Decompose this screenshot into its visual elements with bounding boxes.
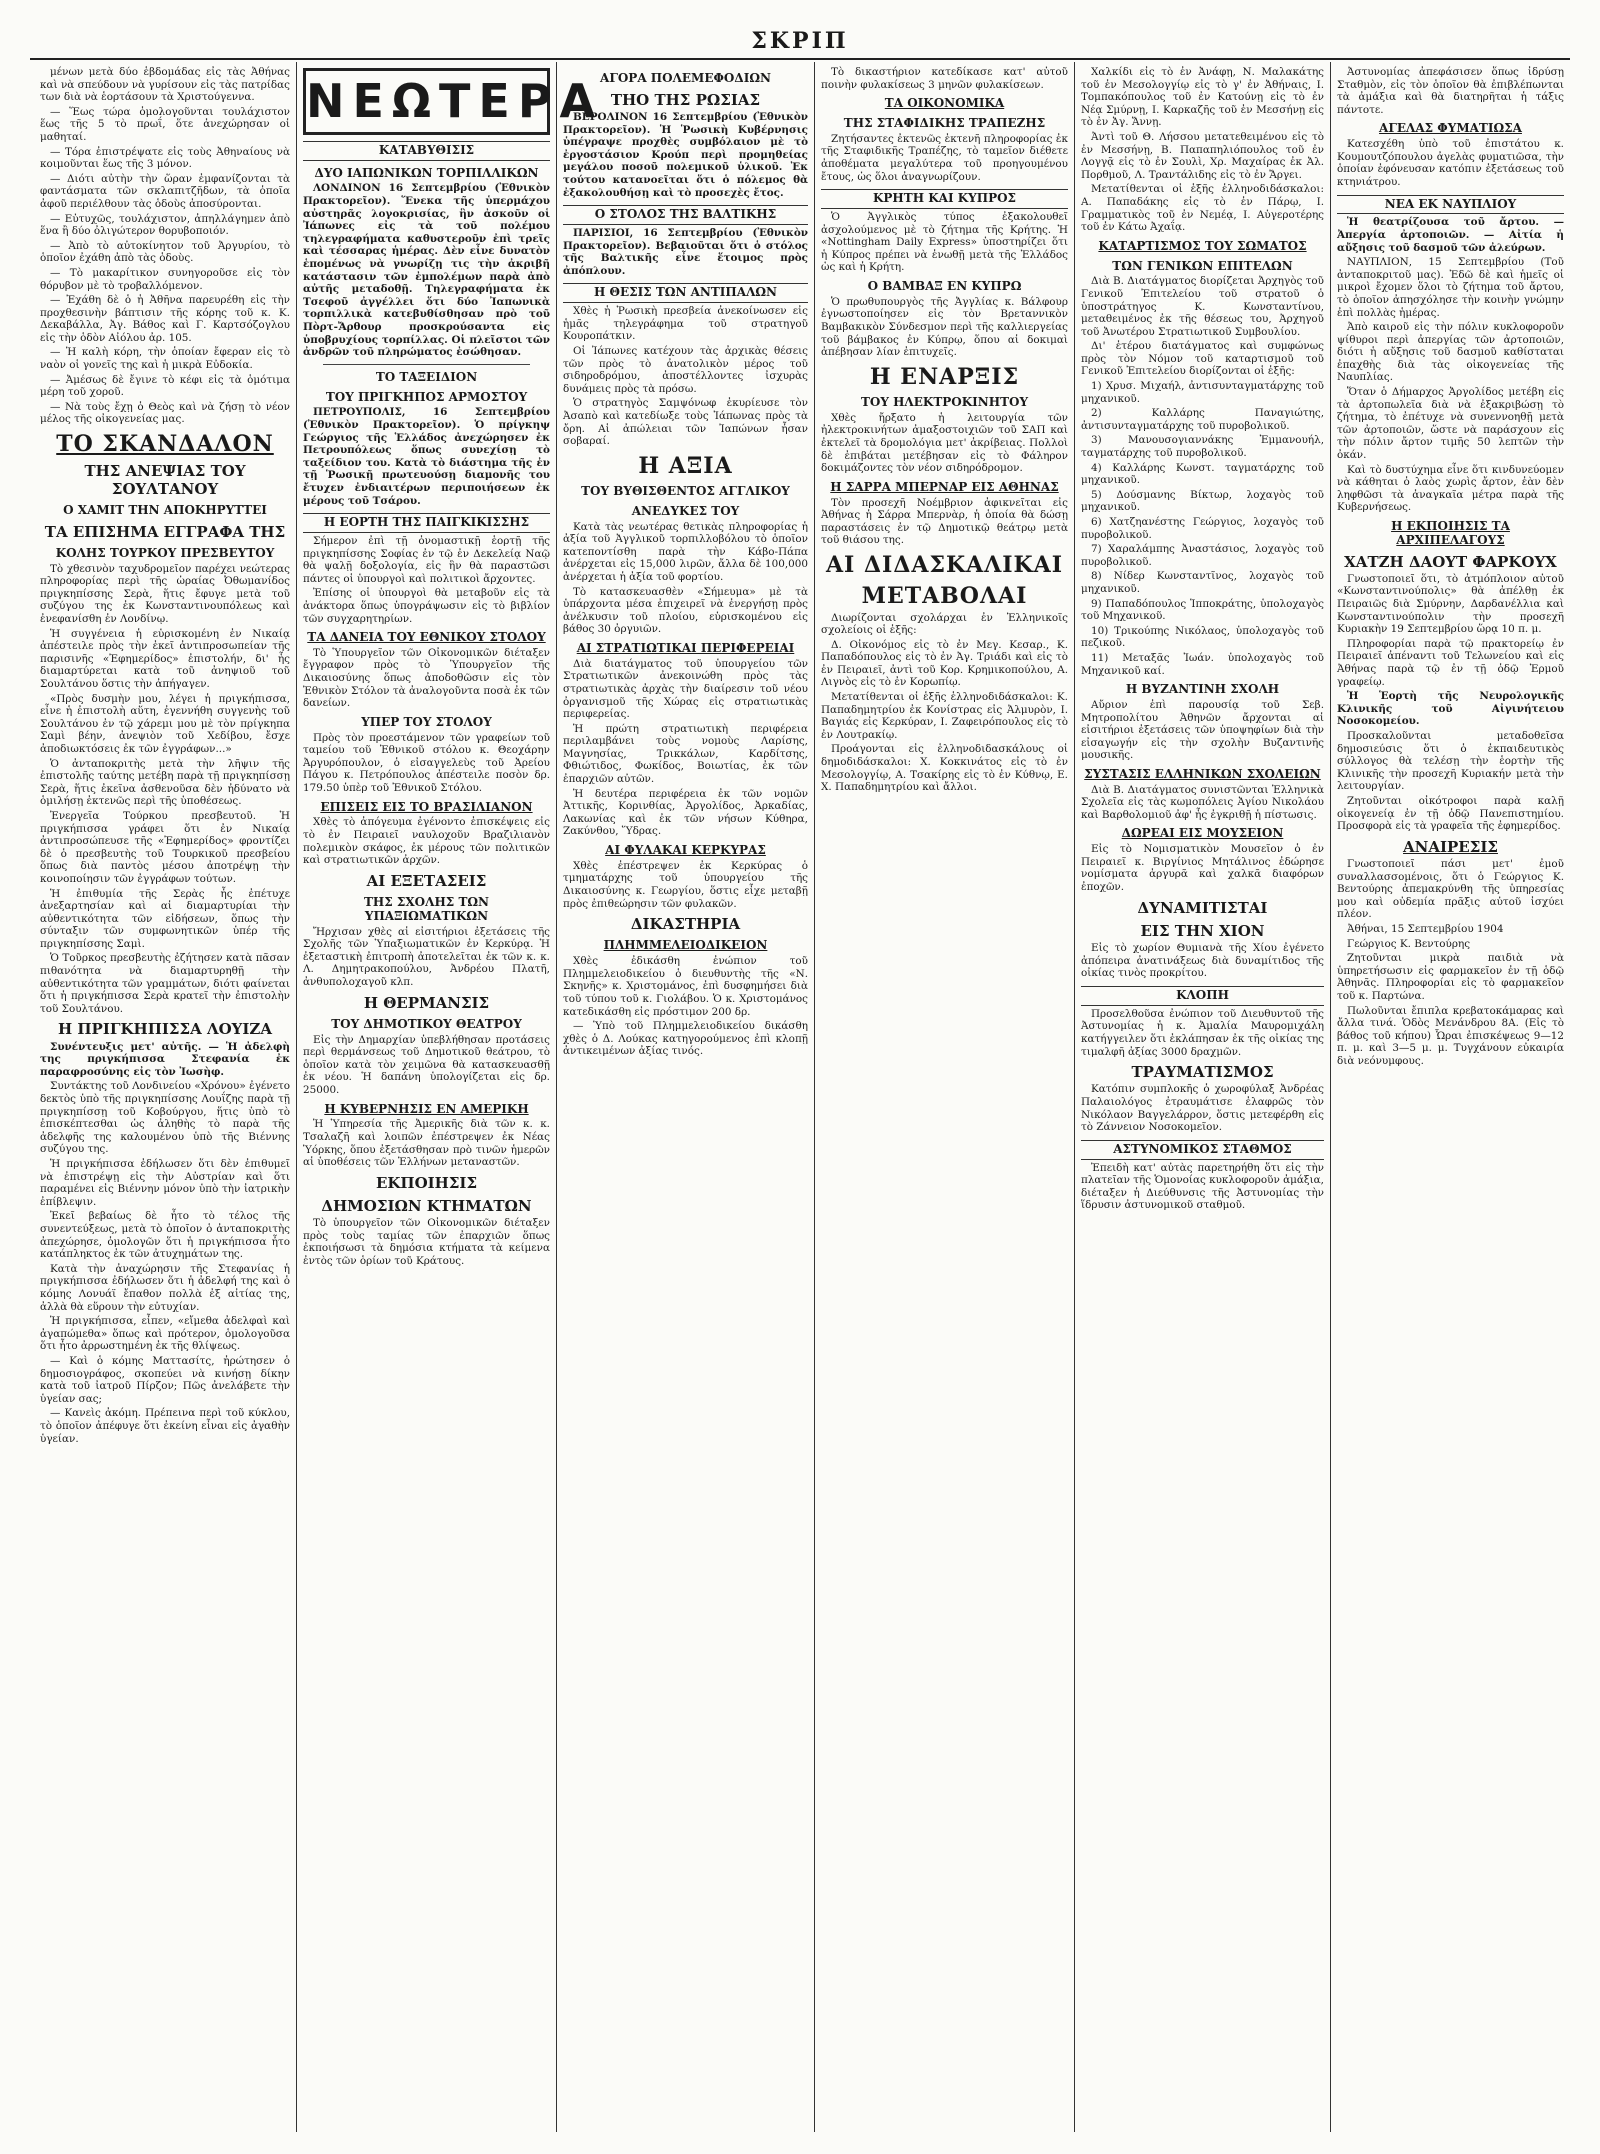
article-paragraph: Εἰς τὴν Δημαρχίαν ὑπεβλήθησαν προτάσεις περὶ θερμάνσεως τοῦ Δημοτικοῦ θεάτρου, τὸ ὁποῖον κατὰ τὸν χειμῶνα θὰ κατασκευασθῇ ἐκ νέου. Ἡ δαπάνη ὑπολογίζεται εἰς δρ. 25000. [303, 1033, 550, 1097]
article-paragraph: Διὰ Β. Διατάγματος συνιστῶνται Ἑλληνικὰ Σχολεῖα εἰς τὰς κωμοπόλεις Ἀγίου Νικολάου καὶ Βαρθολομιοῦ ἀφ' ἧς ἐγκριθῇ ἡ πίστωσις. [1081, 783, 1324, 821]
article-paragraph: Ἐπίσης οἱ ὑπουργοὶ θὰ μεταβοῦν εἰς τὰ ἀνάκτορα ὅπως ὑπογράψωσιν εἰς τὸ βιβλίον τῶν συγχαρητηρίων. [303, 587, 550, 625]
article-paragraph: — Καὶ ὁ κόμης Ματτασίτς, ἠρώτησεν ὁ δημοσιογράφος, σκοπεύει νὰ κινήσῃ δίκην κατὰ τοῦ ἰατροῦ Πίρζον; Πῶς ἀνελάβετε τὴν ὑγείαν σας; [40, 1354, 290, 1405]
article-headline: ΤΟΥ ΗΛΕΚΤΡΟΚΙΝΗΤΟΥ [860, 394, 1029, 409]
article-paragraph: — Ἀπὸ τὸ αὐτοκίνητον τοῦ Ἀργυρίου, τὸ ὁποῖον ἐχάθη ἀπὸ τὰς ὁδοὺς. [40, 239, 290, 265]
article-paragraph: Ἐνεργεῖα Τούρκου πρεσβευτοῦ. Ἡ πριγκήπισσα γράφει ὅτι ἐν Νικαίᾳ ἀντιπροσώπευσε τῆς «Ἐφημερίδος» φροντίζει δὲ ὁ πρεσβευτὴς τοῦ Τουρκικοῦ πρεσβείου ὅπως διὰ παντὸς μέσου ἀποτρέψῃ τὴν κοινοποίησιν τῶν ἐγγράφων τούτων. [40, 809, 290, 885]
article-paragraph: Ἡ πρώτη στρατιωτικὴ περιφέρεια περιλαμβάνει τοὺς νομοὺς Λαρίσης, Μαγνησίας, Τρικκάλων, Καρδίτσης, Φθιώτιδος, Φωκίδος, Βοιωτίας, ἐκ τῶν ἐπαρχιῶν αὐτῶν. [563, 722, 808, 786]
article-paragraph: 11) Μεταξᾶς Ἰωάν. ὑπολοχαγὸς τοῦ Μηχανικοῦ καί. [1081, 651, 1324, 677]
column-3 [557, 66, 814, 2126]
article-paragraph: Καὶ τὸ δυστύχημα εἶνε ὅτι κινδυνεύομεν νὰ κάθηται ὁ λαὸς χωρὶς ἄρτον, ἐὰν δὲν ληφθῶσι τὰ ἀναγκαῖα μέτρα παρὰ τῆς Κυβερνήσεως. [1337, 463, 1564, 514]
article-paragraph: Γνωστοποιεῖ ὅτι, τὸ ἀτμόπλοιον αὐτοῦ «Κωνσταντινούπολις» θὰ ἀπέλθῃ ἐκ Πειραιῶς διὰ Σμύρνην, Δαρδανέλλια καὶ Κωνσταντινούπολιν τὴν προσεχῆ Κυριακὴν 19 Σεπτεμβρίου ὥρᾳ 10 π. μ. [1337, 572, 1564, 636]
article-headline: ΚΑΤΑΒΥΘΙΣΙΣ [303, 141, 550, 161]
article-paragraph: 3) Μανουσογιαννάκης Ἐμμανουήλ, ταγματάρχης τοῦ πυροβολικοῦ. [1081, 434, 1324, 460]
article-headline: Η ΑΞΙΑ [638, 452, 733, 479]
article-headline: ΑΣΤΥΝΟΜΙΚΟΣ ΣΤΑΘΜΟΣ [1081, 1140, 1324, 1160]
article-paragraph: Κατεσχέθη ὑπὸ τοῦ ἐπιστάτου κ. Κουμουτζόπουλου ἀγελὰς φυματιῶσα, τὴν ὁποίαν ἐφόνευσαν κατόπιν ἐξετάσεως τοῦ κτηνιάτρου. [1337, 138, 1564, 188]
article-paragraph: Προσκαλοῦνται μεταδοθεῖσα δημοσιεύσις ὅτι ὁ ἐκπαιδευτικὸς σύλλογος θὰ τελέσῃ τὴν ἑορτὴν τῆς Κλινικῆς τὴν προσεχῆ Κυριακήν μετὰ τὴν λειτουργίαν. [1337, 729, 1564, 793]
article-paragraph: Διὰ Β. Διατάγματος διορίζεται Ἀρχηγὸς τοῦ Γενικοῦ Ἐπιτελείου τοῦ στρατοῦ ὁ ὑποστράτηγος Κ. Κωνσταντίνου, μεταθειμένος ἐκ τῆς θέσεως του, Ἀρχηγοῦ τοῦ Ἀνωτέρου Στρατιωτικοῦ Συμβουλίου. [1081, 275, 1324, 338]
article-paragraph: Χθὲς τὸ ἀπόγευμα ἐγένοντο ἐπισκέψεις εἰς τὸ ἐν Πειραιεῖ ναυλοχοῦν Βραζιλιανὸν πολεμικὸν σκάφος, ἐκ μέρους τῶν πολιτικῶν καὶ στρατιωτικῶν ἀρχῶν. [303, 816, 550, 867]
article-paragraph: Χθὲς ἡ Ῥωσικὴ πρεσβεία ἀνεκοίνωσεν εἰς ἡμᾶς τηλεγράφημα τοῦ στρατηγοῦ Κουροπάτκιν. [563, 305, 808, 343]
article-headline: ΤΟΥ ΔΗΜΟΤΙΚΟΥ ΘΕΑΤΡΟΥ [331, 1016, 522, 1031]
article-headline: ΤΟΥ ΒΥΘΙΣΘΕΝΤΟΣ ΑΓΓΛΙΚΟΥ [581, 484, 790, 498]
article-paragraph: — Τόρα ἐπιστρέψατε εἰς τοὺς Ἀθηναίους νὰ κοιμοῦνται ἕως τῆς 3 μόνον. [40, 145, 290, 171]
article-paragraph: 6) Χατζηανέστης Γεώργιος, λοχαγὸς τοῦ πυροβολικοῦ. [1081, 516, 1324, 541]
article-paragraph: Δ. Οἰκονόμος εἰς τὸ ἐν Μεγ. Κεσαρ., Κ. Παπαδόπουλος εἰς τὸ ἐν Ἀγ. Τριάδι καὶ εἰς τὸ ἐν Πειραιεῖ, ἀντὶ τοῦ Κορ. Κρημικοπούλου, Α. Λιγνὸς εἰς τὸ ἐν Κορωπίῳ. [821, 638, 1068, 689]
article-headline: ΚΟΛΗΣ ΤΟΥΡΚΟΥ ΠΡΕΣΒΕΥΤΟΥ [55, 545, 275, 560]
article-headline: Ο ΣΤΟΛΟΣ ΤΗΣ ΒΑΛΤΙΚΗΣ [563, 205, 808, 225]
article-paragraph: Ὁ στρατηγὸς Σαμψόνωφ ἐκυρίευσε τὸν Ἀσαπὸ καὶ κατεδίωξε τοὺς Ἰάπωνας πρὸς τὰ ὄρη. Αἱ ἀπώλειαι τῶν Ἰαπώνων ἦσαν σοβαραί. [563, 397, 808, 448]
section-separator [323, 364, 530, 365]
article-headline: ΤΟΥ ΠΡΙΓΚΗΠΟΣ ΑΡΜΟΣΤΟΥ [325, 389, 528, 404]
article-paragraph: Ἡ δευτέρα περιφέρεια ἐκ τῶν νομῶν Ἀττικῆς, Κορινθίας, Ἀργολίδος, Ἀρκαδίας, Λακωνίας καὶ ἐκ τῶν νήσων Κύθηρα, Ζακύνθου, Ὕδρας. [563, 787, 808, 838]
column-6 [1331, 66, 1570, 2126]
article-paragraph: 2) Καλλάρης Παναγιώτης, ἀντισυνταγματάρχης τοῦ πυροβολικοῦ. [1081, 407, 1324, 432]
article-headline: ΔΩΡΕΑΙ ΕΙΣ ΜΟΥΣΕΙΟΝ [1121, 826, 1284, 841]
article-paragraph: Πωλοῦνται ἔπιπλα κρεβατοκάμαρας καὶ ἄλλα τινά. Ὁδὸς Μενάνδρου 8Α. (Εἰς τὸ βάθος τοῦ κήπου) Ὧραι ἐπισκέψεως 9—12 π. μ. καὶ 3—5 μ. μ. Τυγχάνουν εὐκαιρία διὰ νεόνυμφους. [1337, 1004, 1564, 1067]
article-paragraph: Κατὰ τὴν ἀναχώρησιν τῆς Στεφανίας ἡ πριγκήπισσα ἐδήλωσεν ὅτι ἡ ἀδελφή της καὶ ὁ κόμης Λονυάϊ ἔπαθον πολλὰ ἐξ αἰτίας της, ἀλλὰ θὰ εὕρουν τὴν εὐτυχίαν. [40, 1262, 290, 1313]
article-headline: ΑΙ ΦΥΛΑΚΑΙ ΚΕΡΚΥΡΑΣ [605, 843, 766, 858]
article-headline: ΤΟ ΣΚΑΝΔΑΛΟΝ [56, 431, 274, 458]
article-headline: Η ΒΥΖΑΝΤΙΝΗ ΣΧΟΛΗ [1125, 682, 1280, 697]
article-headline: Η ΣΑΡΡΑ ΜΠΕΡΝΑΡ ΕΙΣ ΑΘΗΝΑΣ [830, 479, 1059, 494]
article-paragraph: — Ἕως τώρα ὁμολογοῦνται τουλάχιστον ἕως τῆς 5 τὸ πρωΐ, ὅτε ἀνεχώρησαν οἱ μαθηταί. [40, 105, 290, 143]
article-lead: Ἡ Ἑορτὴ τῆς Νευρολογικῆς Κλινικῆς τοῦ Αἰγινήτειου Νοσοκομείου. [1337, 690, 1564, 728]
article-headline: Η ΚΥΒΕΡΝΗΣΙΣ ΕΝ ΑΜΕΡΙΚΗ [324, 1101, 529, 1116]
article-paragraph: Διὰ διατάγματος τοῦ ὑπουργείου τῶν Στρατιωτικῶν ἀνεκοινώθη πρὸς τὰς στρατιωτικὰς ἀρχὰς τὴν διαίρεσιν τοῦ νέου ὀργανισμοῦ τῆς Χώρας εἰς στρατιωτικὰς περιφερείας. [563, 657, 808, 721]
article-headline: ΔΥΟ ΙΑΠΩΝΙΚΩΝ ΤΟΡΠΙΛΛΙΚΩΝ [314, 165, 539, 180]
article-paragraph: Ἡ συγγένεια ἡ εὑρισκομένη ἐν Νικαίᾳ ἀπέστειλε πρὸς τὴν ἐκεῖ ἀντιπροσωπείαν τῆς παρισινῆς «Ἐφημερίδος» ἐπιστολήν, δι' ἧς διαμαρτύρεται κατὰ τοῦ ἀνηψιοῦ τοῦ Σουλτάνου ὅστις τὴν ἀπήγαγεν. [40, 627, 290, 691]
article-paragraph: Ἡ ἐπιθυμία τῆς Σερὰς ἧς ἐπέτυχε ἀνεξαρτησίαν καὶ αἱ διαμαρτυρίαι τὴν αὐθεντικότητα τῶν εἰδήσεων, ὅπως τὴν σύνταξιν τῶν συμφωνητικῶν ὑπέρ τῆς πριγκηπίσσης Σαμὶ. [40, 887, 290, 950]
article-paragraph: — Εὐτυχῶς, τουλάχιστον, ἀπηλλάγημεν ἀπὸ ἕνα ἢ δύο ὀλιγώτερον θορυβοποιόν. [40, 212, 290, 238]
article-paragraph: Χθὲς ἐδικάσθη ἐνώπιον τοῦ Πλημμελειοδικείου ὁ διευθυντὴς τῆς «Ν. Σκηνῆς» κ. Χριστομάνος, ἐπὶ δυσφημήσει διὰ τοῦ τύπου τοῦ κ. Γιολάβου. Ὁ κ. Χριστομάνος κατεδικάσθη εἰς πρόστιμον 200 δρ. [563, 955, 808, 1018]
article-paragraph: Εἰς τὸ χωρίον Θυμιανὰ τῆς Χίου ἐγένετο ἀπόπειρα ἀνατινάξεως διὰ δυναμίτιδος τῆς οἰκίας τινὸς προκρίτου. [1081, 942, 1324, 980]
article-headline: Η ΕΟΡΤΗ ΤΗΣ ΠΑΙΓΚΙΚΙΣΣΗΣ [303, 513, 550, 533]
article-paragraph: 4) Καλλάρης Κωνστ. ταγματάρχης τοῦ μηχανικοῦ. [1081, 461, 1324, 487]
article-headline: Ο ΒΑΜΒΑΞ ΕΝ ΚΥΠΡΩ [867, 278, 1022, 293]
column-4 [815, 66, 1074, 2126]
article-paragraph: Ἀπὸ καιροῦ εἰς τὴν πόλιν κυκλοφοροῦν ψίθυροι περὶ ἀπεργίας τῶν ἀρτοποιῶν, διότι ἡ αὔξησις τοῦ δασμοῦ καθίσταται ἐπαχθὴς διὰ τὰς οἰκογενείας τῆς Ναυπλίας. [1337, 321, 1564, 384]
article-paragraph: Χθὲς ἤρξατο ἡ λειτουργία τῶν ἠλεκτροκινήτων ἀμαξοστοιχιῶν τοῦ ΣΑΠ καὶ ἐκτελεῖ τὰ δρομολόγια μετ' ἀκρίβειας. Πολλοὶ δὲ ἐπιβάται μετέβησαν εἰς τὸ Φάληρον δοκιμάζοντες τὸν νέον σιδηρόδρομον. [821, 411, 1068, 475]
article-paragraph: 10) Τρικούπης Νικόλαος, ὑπολοχαγὸς τοῦ πεζικοῦ. [1081, 624, 1324, 650]
article-paragraph: Κατὰ τὰς νεωτέρας θετικὰς πληροφορίας ἡ ἀξία τοῦ Ἀγγλικοῦ τορπιλλοβόλου τὸ ὁποῖον κατεποντίσθη παρὰ τὴν Κάβο-Πάπα ἀνέρχεται εἰς 15,000 λιρῶν, ἄλλα δὲ 100,000 ἀνέρχεται ἡ ἀξία τοῦ φορτίου. [563, 520, 808, 583]
article-headline: Ο ΧΑΜΙΤ ΤΗΝ ΑΠΟΚΗΡΥΤΤΕΙ [63, 502, 267, 517]
article-lead: Ἡ θεατρίζουσα τοῦ ἄρτου. — Ἀπεργία ἀρτοποιῶν. — Αἰτία ἡ αὔξησις τοῦ δασμοῦ τῶν ἀλεύρων. [1337, 216, 1564, 254]
article-headline: ΤΗΣ ΣΧΟΛΗΣ ΤΩΝ ΥΠΑΞΙΩΜΑΤΙΚΩΝ [363, 895, 490, 923]
article-paragraph: — Ἐχάθη δὲ ὁ ἡ Ἀθῆνα παρευρέθη εἰς τὴν προχθεσινὴν βάπτισιν τῆς κόρης τοῦ κ. Κ. Δεκαβάλλα, Ἀγ. Βάθος καὶ Γ. Καρτσόζογλου εἰς τὴν ὁδὸν Αἰόλου ἀρ. 105. [40, 294, 290, 344]
article-paragraph: Ἡ πριγκήπισσα ἐδήλωσεν ὅτι δὲν ἐπιθυμεῖ νὰ ἐπιστρέψῃ εἰς τὴν Αὐστρίαν καὶ ὅτι παραμένει εἰς Βιέννην μόνον ὑπὸ τὴν ἰατρικὴν ἐπίβλεψιν. [40, 1158, 290, 1208]
article-paragraph: Ὁ Ἀγγλικὸς τύπος ἐξακολουθεῖ ἀσχολούμενος μὲ τὸ ζήτημα τῆς Κρήτης. Ἡ «Nottingham Daily Express» ὑποστηρίζει ὅτι ἡ Κύπρος πρέπει νὰ ἑνωθῇ μετὰ τῆς Ἑλλάδος ὡς καὶ ἡ Κρήτη. [821, 210, 1068, 274]
article-paragraph: Διωρίζονται σχολάρχαι ἐν Ἑλληνικοῖς σχολείοις οἱ ἑξῆς: [821, 611, 1068, 637]
article-headline: ΤΗΣ ΣΤΑΦΙΔΙΚΗΣ ΤΡΑΠΕΖΗΣ [843, 115, 1046, 130]
article-paragraph: Ὁ πρωθυπουργὸς τῆς Ἀγγλίας κ. Βάλφουρ ἐγνωστοποίησεν εἰς τὸν Βρεταννικὸν Βαμβακικὸν Σύνδεσμον περὶ τῆς καλλιεργείας τοῦ βάμβακος ἐν Κύπρῳ, ὅπου αἱ δοκιμαὶ ἀπέβησαν λίαν ἐπιτυχεῖς. [821, 295, 1068, 359]
article-paragraph: 7) Χαραλάμπης Ἀναστάσιος, λοχαγὸς τοῦ πυροβολικοῦ. [1081, 543, 1324, 568]
article-headline: ΠΛΗΜΜΕΛΕΙΟΔΙΚΕΙΟΝ [603, 938, 768, 953]
article-paragraph: Συντάκτης τοῦ Λονδινείου «Χρόνου» ἐγένετο δεκτὸς ὑπὸ τῆς πριγκηπίσσης Λουΐζης παρὰ τῇ πριγκηπίσσῃ τοῦ Κοβούργου, ἥτις ὑπὸ τὸ ἐπισκέπτεσθαι ὡς ἀληθὴς τὸ παρὰ τῆς ἀδελφῆς της καλουμένου ὑπὸ τῆς Βιέννης συζύγου της. [40, 1080, 290, 1156]
article-headline: ΔΗΜΟΣΙΩΝ ΚΤΗΜΑΤΩΝ [321, 1197, 532, 1216]
article-paragraph: Ἐκεῖ βεβαίως δὲ ἦτο τὸ τέλος τῆς συνεντεύξεως, μετὰ τὸ ὁποῖον ὁ ἀνταποκριτὴς ἀπεχώρησε, ὁμολογῶν ὅτι ἡ πριγκήπισσα ἦτο κατάπληκτος ἐκ τῶν ἀτυχημάτων της. [40, 1210, 290, 1261]
article-headline: ΕΚΠΟΙΗΣΙΣ [375, 1173, 478, 1192]
article-headline: Η ΠΡΙΓΚΗΠΙΣΣΑ ΛΟΥΙΖΑ [58, 1020, 272, 1039]
article-paragraph: 8) Νίδερ Κωνσταντῖνος, λοχαγὸς τοῦ μηχανικοῦ. [1081, 570, 1324, 595]
article-paragraph: Δι' ἑτέρου διατάγματος καὶ συμφώνως πρὸς τὸν Νόμον τοῦ καταρτισμοῦ τοῦ Γενικοῦ Ἐπιτελείου διορίζονται οἱ ἑξῆς: [1081, 340, 1324, 378]
article-paragraph: — Νὰ τοὺς ἔχῃ ὁ Θεὸς καὶ νὰ ζήσῃ τὸ νέον μέλος τῆς οἰκογενείας μας. [40, 400, 290, 426]
article-paragraph: Αὔριον ἐπὶ παρουσίᾳ τοῦ Σεβ. Μητροπολίτου Ἀθηνῶν ἄρχονται αἱ εἰσιτήριοι ἐξετάσεις τῶν ὑποψηφίων διὰ τὴν εἰσαγωγήν εἰς τὴν σχολὴν Βυζαντινῆς μουσικῆς. [1081, 698, 1324, 762]
article-headline: ΧΑΤΖΗ ΔΑΟΥΤ ΦΑΡΚΟΥΧ [1344, 552, 1557, 571]
article-lead: ΒΕΡΟΛΙΝΟΝ 16 Σεπτεμβρίου (Ἐθνικὸν Πρακτορεῖον). Ἡ Ῥωσικὴ Κυβέρνησις ὑπέγραψε προχθὲς συμβόλαιον μὲ τὸ ἐργοστάσιον Κρούπ περὶ προμηθείας μεγάλου ποσοῦ πολεμικοῦ ὑλικοῦ. Ἐκ τούτου κατανοεῖται ὅτι ὁ πόλεμος θὰ ἐξακολουθήσῃ καὶ τὸ προσεχὲς ἔτος. [563, 111, 808, 199]
article-paragraph: Ἡ Ὑπηρεσία τῆς Ἀμερικῆς διὰ τῶν κ. κ. Τσαλαζῆ καὶ λοιπῶν ἐπέστρεψεν ἐκ Νέας Ὑόρκης, ὅπου ἐξετάσθησαν πρὸ τινῶν ἡμερῶν αἱ ὑποθέσεις τῶν Ἑλλήνων μεταναστῶν. [303, 1118, 550, 1169]
article-paragraph: Ἤρχισαν χθὲς αἱ εἰσιτήριοι ἐξετάσεις τῆς Σχολῆς τῶν Ὑπαξιωματικῶν ἐν Κερκύρᾳ. Ἡ ἐξεταστικὴ ἐπιτροπὴ ἀποτελεῖται ἐκ τῶν κ. κ. Λ. Δημητρακοπούλου, Ἀνδρέου Πλατῆ, ἀνθυπολοχαγοῦ κλπ. [303, 925, 550, 989]
article-paragraph: — Ἡ καλὴ κόρη, τὴν ὁποίαν ἔφεραν εἰς τὸ ναὸν οἱ γονεῖς της καὶ ἡ μικρὰ Εὐδοκία. [40, 346, 290, 372]
article-headline: ΝΕΩΤΕΡΑ [303, 68, 550, 135]
article-paragraph: Χαλκίδι εἰς τὸ ἐν Ἀνάφῃ, Ν. Μαλακάτης τοῦ ἐν Μεσολογγίῳ εἰς τὸ γ' ἐν Ἀθήναις, Ι. Τομπακόπουλος τοῦ ἐν Κατούνῃ εἰς τὸ ἐν Νέᾳ Σμύρνῃ, Ι. Καρκαζῆς τοῦ ἐν Μεσσήνῃ εἰς τὸ ἐν Ἀγ. Ἄννῃ. [1081, 66, 1324, 129]
article-paragraph: Εἰς τὸ Νομισματικὸν Μουσεῖον ὁ ἐν Πειραιεῖ κ. Βιργίνιος Μητάλινος ἐδώρησε νομίσματα ἀργυρᾶ καὶ χαλκᾶ διαφόρων ἐποχῶν. [1081, 843, 1324, 894]
top-rule [30, 58, 1570, 60]
article-paragraph: — Ὑπὸ τοῦ Πλημμελειοδικείου δικάσθη χθὲς ὁ Δ. Λούκας κατηγορούμενος ἐπὶ κλοπῇ ἀντικειμένων ἀξίας τινός. [563, 1020, 808, 1058]
article-headline: Η ΕΚΠΟΙΗΣΙΣ ΤΑ ΑΡΧΙΠΕΛΑΓΟΥΣ [1391, 519, 1510, 547]
article-headline: ΔΙΚΑΣΤΗΡΙΑ [630, 915, 741, 934]
article-paragraph: Ἀντὶ τοῦ Θ. Λήσσου μετατεθειμένου εἰς τὸ ἐν Μεσσήνῃ, Β. Παπαπηλιόπουλος τοῦ ἐν Λογγᾷ εἰς τὸ ἐν Σουλὶ, Χρ. Μαχαίρας ἐκ Ἀλ. Πορθμοῦ, Λ. Τραντάλιδης εἰς τὸ ἐν Ἄργει. [1081, 130, 1324, 181]
article-paragraph: «Πρὸς δυσμὴν μου, λέγει ἡ πριγκήπισσα, εἶνε ἡ ἐπιστολὴ αὕτη, ἐγεννήθη συγγενὴς τοῦ Σουλτάνου ἐν τῷ χάρεμι μου μὲ τὸν πρίγκηπα Σαμὶ βέην, ἀνεψιὸν τοῦ Χεδίβου, ἔσχε ἀποδιωκτόσεις ἐκ τῶν ἐγγράφων...» [40, 692, 290, 755]
article-paragraph: μένων μετὰ δύο ἑβδομάδας εἰς τὰς Ἀθήνας καὶ νὰ σπεύδουν νὰ γυρίσουν εἰς τὰς πατρίδας των διὰ νὰ ἑορτάσουν τὰ Χριστούγεννα. [40, 66, 290, 104]
column-2 [297, 66, 604, 2126]
article-paragraph: Ὅταν ὁ Δήμαρχος Ἀργολίδος μετέβη εἰς τὰ ἀρτοπωλεῖα διὰ νὰ ἐξακριβώσῃ τὸ ζήτημα, τὸ ἐπέτυχε νὰ συνεννοηθῇ μετὰ τῶν ἀρτοποιῶν, ὥστε νὰ παράσχουν εἰς τὴν πόλιν ἄρτον τιμῆς 50 λεπτῶν τὴν ὀκάν. [1337, 386, 1564, 462]
article-paragraph: Κατόπιν συμπλοκῆς ὁ χωροφύλαξ Ἀνδρέας Παλαιολόγος ἐτραυμάτισε ἐλαφρῶς τὸν Νικόλαον Βαγγελάρρον, ὅστις μετεφέρθη εἰς τὸ Ζάννειον Νοσοκομεῖον. [1081, 1083, 1324, 1134]
article-paragraph: Ἐπειδὴ κατ' αὐτὰς παρετηρήθη ὅτι εἰς τὴν πλατεῖαν τῆς Ὁμονοίας κυκλοφοροῦν ἀμάξια, διέταξεν ἡ Διεύθυνσις τῆς Ἀστυνομίας τὴν ἵδρυσιν ἀστυνομικοῦ σταθμοῦ. [1081, 1161, 1324, 1212]
article-headline: ΑΙ ΣΤΡΑΤΙΩΤΙΚΑΙ ΠΕΡΙΦΕΡΕΙΑΙ [576, 640, 795, 655]
column-5 [1075, 66, 1330, 2126]
article-headline: ΕΙΣ ΤΗΝ ΧΙΟΝ [1140, 921, 1265, 940]
article-headline: ΑΓΕΛΑΣ ΦΥΜΑΤΙΩΣΑ [1379, 121, 1522, 136]
article-paragraph: Ζητοῦνται οἰκότροφοι παρὰ καλῇ οἰκογενείᾳ ἐν τῇ ὁδῷ Πανεπιστημίου. Προσφορὰ εἰς τὰ γραφεῖα τῆς ἐφημερίδος. [1337, 794, 1564, 833]
article-headline: ΤΑ ΕΠΙΣΗΜΑ ΕΓΓΡΑΦΑ ΤΗΣ [44, 522, 286, 541]
article-headline: ΤΟ ΤΑΞΕΙΔΙΟΝ [375, 369, 478, 384]
article-paragraph: Χθὲς ἐπέστρεψεν ἐκ Κερκύρας ὁ τμηματάρχης τοῦ ὑπουργείου τῆς Δικαιοσύνης κ. Γεωργίου, ὅστις εἶχε μεταβῇ πρὸς ἐπιθεώρησιν τῶν φυλακῶν. [563, 859, 808, 910]
article-headline: ΑΝΑΙΡΕΣΙΣ [1403, 837, 1498, 856]
article-paragraph: Γεώργιος Κ. Βεντούρης [1347, 937, 1471, 950]
article-lead: ΛΟΝΔΙΝΟΝ 16 Σεπτεμβρίου (Ἐθνικὸν Πρακτορεῖον). Ἕνεκα τῆς ὑπερμάχου αὐστηρᾶς λογοκρισίας, ἣν ἀσκοῦν οἱ Ἰάπωνες εἰς τὰ τοῦ πολέμου τηλεγραφήματα καθυστεροῦν ἐπὶ τρεῖς καὶ τέσσαρας ἡμέρας. Δὲν εἶνε δυνατὸν ἑπομένως νὰ γνωρίζῃ τις τὴν ἀκριβῆ κατάστασιν τῶν ἐμπολέμων παρὰ ἀπὸ αὐτῆς μεταδοθῇ. Τηλεγραφήματα ἐκ Τσεφοῦ ἀγγέλλει ὅτι δύο Ἰαπωνικὰ τορπιλλικὰ κατεβυθίσθησαν πρὸ τοῦ Πὸρτ-Ἄρθουρ προσκρούσαντα εἰς ὑποβρυχίους τορπίλλας. Οἱ πλεῖστοι τῶν ἀνδρῶν τοῦ πληρώματος ἐσώθησαν. [303, 182, 550, 359]
article-headline: ΝΕΑ ΕΚ ΝΑΥΠΛΙΟΥ [1337, 195, 1564, 215]
article-paragraph: 9) Παπαδόπουλος Ἱπποκράτης, ὑπολοχαγὸς τοῦ Μηχανικοῦ. [1081, 597, 1324, 623]
article-paragraph: Ἡ πριγκήπισσα, εἶπεν, «εἴμεθα ἀδελφαὶ καὶ ἀγαπώμεθα» ὅπως καὶ πρότερον, ὁμολογοῦσα ὅτι ἦτο ἀρρωστημένη ἐκ τῆς θλίψεως. [40, 1315, 290, 1353]
article-paragraph: 5) Δούσμανης Βίκτωρ, λοχαγὸς τοῦ μηχανικοῦ. [1081, 488, 1324, 514]
article-paragraph: Ζητοῦνται μικρὰ παιδιὰ νὰ ὑπηρετήσωσιν εἰς φαρμακεῖον ἐν τῇ ὁδῷ Ἀθηνᾶς. Πληροφορίαι εἰς τὸ φαρμακεῖον τοῦ κ. Παρτώνα. [1337, 952, 1564, 1002]
article-paragraph: Μετατίθενται οἱ ἑξῆς ἑλληνοδιδάσκαλοι: Κ. Παπαδημητρίου ἐκ Κονίστρας εἰς Ἀλμυρὸν, Ι. Βαγιάς εἰς Κερκύραν, Ι. Ζαφειρόπουλος εἰς τὸ ἐν Λουτρακίῳ. [821, 691, 1068, 741]
article-paragraph: — Κανεὶς ἀκόμη. Πρέπεινα περὶ τοῦ κύκλου, τὸ ὁποῖον ἀπέφυγε ὅτι ἐκείνη εἶναι εἰς ἀγαθὴν ὑγείαν. [40, 1407, 290, 1445]
article-headline: ΤΑ ΟΙΚΟΝΟΜΙΚΑ [884, 96, 1005, 111]
article-headline: ΥΠΕΡ ΤΟΥ ΣΤΟΛΟΥ [361, 714, 492, 729]
article-paragraph: Τὸ δικαστήριον κατεδίκασε κατ' αὐτοῦ ποινὴν φυλακίσεως 3 μηνῶν φυλακίσεων. [821, 66, 1068, 91]
masthead: ΣΚΡΙΠ [751, 28, 849, 54]
article-paragraph: ΝΑΥΠΛΙΟΝ, 15 Σεπτεμβρίου (Τοῦ ἀνταποκριτοῦ μας). Ἐδῶ δὲ καὶ ἡμεῖς οἱ μικροὶ ἔχομεν ὅλοι τὸ ζήτημα τοῦ ἄρτου, τὸ ὁποῖον ἀπησχόλησε τὴν κοινὴν γνώμην ἐπὶ πολλὰς ἡμέρας. [1337, 256, 1564, 319]
article-headline: ΑΝΕΔΥΚΕΣ ΤΟΥ [631, 503, 740, 518]
article-paragraph: — Διότι αὐτὴν τὴν ὥραν ἐμφανίζονται τὰ φαντάσματα τῶν σκλαπιτζῆδων, τὰ ὁποῖα ἀφοῦ περιέλθουν τὰς ὁδοὺς ἀποσύρονται. [40, 172, 290, 210]
article-paragraph: Ἀστυνομίας ἀπεφάσισεν ὅπως ἰδρύσῃ Σταθμὸν, εἰς τὸν ὁποῖον θὰ ἐπιβλέπωνται τὰ ἀμάξια καὶ θὰ διατηρῆται ἡ τάξις πάντοτε. [1337, 66, 1564, 116]
article-paragraph: 1) Χρυσ. Μιχαήλ, ἀντισυνταγματάρχης τοῦ μηχανικοῦ. [1081, 380, 1324, 405]
article-paragraph: Σήμερον ἐπὶ τῇ ὀνομαστικῇ ἑορτῇ τῆς πριγκηπίσσης Σοφίας ἐν τῷ ἐν Δεκελείᾳ Ναῷ θὰ ψαλῇ δοξολογία, εἰς ἣν θὰ παραστῶσι πάντες οἱ ὑπουργοὶ καὶ πολιτικοὶ ἄρχοντες. [303, 534, 550, 585]
article-paragraph: Γνωστοποιεῖ πάσι μετ' ἐμοῦ συναλλασσομένοις, ὅτι ὁ Γεώργιος Κ. Βεντούρης ἀπεμακρύνθη τῆς ὑπηρεσίας μου καὶ οὐδεμία πρᾶξις αὐτοῦ ἰσχύει πλέον. [1337, 857, 1564, 921]
article-headline: ΑΓΟΡΑ ΠΟΛΕΜΕΦΟΔΙΩΝ [600, 71, 771, 85]
article-paragraph: Τὸ χθεσινὸν ταχυδρομεῖον παρέχει νεώτερας πληροφορίας περὶ τῆς ὡραίας Ὀθωμανίδος πριγκηπίσσης Σερὰ, ἥτις ἔφυγε μετὰ τοῦ συζύγου της ἐκ Κωνσταντινουπόλεως καὶ ἐνεφανίσθη ἐν Λονδίνῳ. [40, 562, 290, 626]
article-paragraph: Τὸ Ὑπουργεῖον τῶν Οἰκονομικῶν διέταξεν ἔγγραφον πρὸς τὸ Ὑπουργεῖον τῆς Δικαιοσύνης ὅπως ἀποδοθῶσιν εἰς τὸν Ἐθνικὸν Στόλον τὰ ἀναλογοῦντα ποσὰ ἐκ τῶν δανείων. [303, 646, 550, 710]
article-paragraph: Πληροφορίαι παρὰ τῷ πρακτορείῳ ἐν Πειραιεῖ ἀπέναντι τοῦ Τελωνείου καὶ εἰς Ἀθήνας παρὰ τῷ ἐν τῇ ὁδῷ Ἑρμοῦ γραφείῳ. [1337, 637, 1564, 688]
article-paragraph: Τὸ κατασκευασθὲν «Σήμευμα» μὲ τὰ ὑπάρχοντα μέσα ἐπιχειρεῖ νὰ ἐνεργήσῃ πρὸς ἀνέλκυσιν τοῦ πλοίου, εὑρισκομένου εἰς βάθος 30 ὀργυιῶν. [563, 585, 808, 636]
article-headline: ΤΡΑΥΜΑΤΙΣΜΟΣ [1131, 1063, 1274, 1082]
article-paragraph: Ὁ ἀνταποκριτὴς μετὰ τὴν λῆψιν τῆς ἐπιστολῆς ταύτης μετέβη παρὰ τῇ πριγκηπίσσῃ Σερὰ, ἥτις ἐκεῖνα ἀσθενοῦσα δὲν ἠδύνατο νὰ ὁμιλήσῃ ἐκτενῶς περὶ τῆς ὑποθέσεως. [40, 757, 290, 808]
article-headline: ΑΙ ΕΞΕΤΑΣΕΙΣ [366, 871, 487, 890]
article-headline: ΚΑΤΑΡΤΙΣΜΟΣ ΤΟΥ ΣΩΜΑΤΟΣ [1098, 238, 1307, 253]
article-paragraph: Ὁ Τοῦρκος πρεσβευτὴς ἐζήτησεν κατὰ πᾶσαν πιθανότητα νὰ διαμαρτυρηθῇ τὴν αὐθεντικότητα τῶν γραμμάτων, διότι φαίνεται ὅτι ἡ πριγκήπισσα Σερὰ κρατεῖ τὴν ἐπιστολὴν τοῦ Σουλτάνου. [40, 952, 290, 1015]
article-headline: ΤΗΟ ΤΗΣ ΡΩΣΙΑΣ [610, 90, 761, 109]
article-headline: ΤΑ ΔΑΝΕΙΑ ΤΟΥ ΕΘΝΙΚΟΥ ΣΤΟΛΟΥ [307, 630, 546, 645]
article-headline: ΑΙ ΔΙΔΑΣΚΑΛΙΚΑΙ [825, 551, 1064, 578]
article-lead: ΠΑΡΙΣΙΟΙ, 16 Σεπτεμβρίου (Ἐθνικὸν Πρακτορεῖον). Βεβαιοῦται ὅτι ὁ στόλος τῆς Βαλτικῆς εἶνε ἕτοιμος πρὸς ἀπόπλουν. [563, 227, 808, 277]
article-headline: ΕΠΙΣΕΙΣ ΕΙΣ ΤΟ ΒΡΑΣΙΛΙΑΝΟΝ [320, 799, 533, 814]
article-paragraph: Ἀθήναι, 15 Σεπτεμβρίου 1904 [1347, 922, 1504, 935]
article-paragraph: Προσελθοῦσα ἐνώπιον τοῦ Διευθυντοῦ τῆς Ἀστυνομίας ἡ κ. Ἀμαλία Μαυρομιχάλη κατήγγειλεν ὅτι ἐκλάπησαν ἐκ τῆς οἰκίας της τιμαλφῆ ἀξίας 3000 δραχμῶν. [1081, 1007, 1324, 1058]
article-paragraph: Μετατίθενται οἱ ἑξῆς ἑλληνοδιδάσκαλοι: Α. Παπαδάκης εἰς τὸ ἐν Πάρῳ, Ι. Γραμματικὸς τοῦ ἐν Νεμέᾳ, Ι. Αὐγεροτέρης τοῦ ἐν Κάτω Ἀχαΐᾳ. [1081, 183, 1324, 234]
article-paragraph: Ζητήσαντες ἐκτενῶς ἐκτενῆ πληροφορίας ἐκ τῆς Σταφιδικῆς Τραπέζης, τὸ ταμεῖον διέθετε ἀποθέματα μεγαλύτερα τοῦ προηγουμένου ἔτους, ὡς ὅλοι ἀναγνωρίζουν. [821, 132, 1068, 183]
article-paragraph: Οἱ Ἰάπωνες κατέχουν τὰς ἀρχικὰς θέσεις τῶν πρὸς τὸ ἀνατολικὸν μέρος τοῦ σιδηροδρόμου, ἀποστέλλοντες ἰσχυρὰς δυνάμεις πρὸς τὰ πρόσω. [563, 344, 808, 395]
article-headline: Η ΘΕΣΙΣ ΤΩΝ ΑΝΤΙΠΑΛΩΝ [563, 283, 808, 303]
article-headline: ΚΛΟΠΗ [1081, 986, 1324, 1006]
article-headline: ΤΗΣ ΑΝΕΨΙΑΣ ΤΟΥ ΣΟΥΛΤΑΝΟΥ [84, 462, 246, 498]
article-headline: Η ΕΝΑΡΞΙΣ [869, 363, 1020, 390]
article-headline: ΣΥΣΤΑΣΙΣ ΕΛΛΗΝΙΚΩΝ ΣΧΟΛΕΙΩΝ [1084, 766, 1321, 781]
article-paragraph: Πρὸς τὸν προεστάμενον τῶν γραφείων τοῦ ταμείου τοῦ Ἐθνικοῦ στόλου κ. Θεοχάρην Ἀργυρόπουλον, ὁ εἰσαγγελεὺς τοῦ Ἀρείου Πάγου κ. Πετρόπουλος ἀπέστειλε ποσὸν δρ. 179.50 ὑπὲρ τοῦ Ἐθνικοῦ Στόλου. [303, 731, 550, 795]
article-lead: Συνέντευξις μετ' αὐτῆς. — Ἡ ἀδελφὴ της πριγκήπισσα Στεφανία ἐκ παραφροσύνης εἰς τὸν Ἰωσὴφ. [40, 1040, 290, 1078]
article-headline: ΜΕΤΑΒΟΛΑΙ [861, 583, 1028, 610]
article-paragraph: Τὸν προσεχῆ Νοέμβριον ἀφικνεῖται εἰς Ἀθήνας ἡ Σάρρα Μπερνὰρ, ἡ ὁποία θὰ δώσῃ παραστάσεις ἐν τῷ Δημοτικῷ θεάτρῳ μετὰ τοῦ θιάσου της. [821, 496, 1068, 547]
article-paragraph: Προάγονται εἰς ἑλληνοδιδασκάλους οἱ δημοδιδάσκαλοι: Χ. Κοκκινάτος εἰς τὸ ἐν Μεσολογγίῳ, Α. Τσακίρης εἰς τὸ ἐν Κύθνῳ, Ε. Χ. Παπαδημητρίου καὶ ἄλλοι. [821, 743, 1068, 794]
article-headline: ΤΩΝ ΓΕΝΙΚΩΝ ΕΠΙΤΕΛΩΝ [1112, 258, 1293, 273]
article-headline: Η ΘΕΡΜΑΝΣΙΣ [363, 993, 490, 1012]
article-paragraph: Τὸ ὑπουργεῖον τῶν Οἰκονομικῶν διέταξεν πρὸς τοὺς ταμίας τῶν ἐπαρχιῶν ὅπως ἐκποιήσωσι τὰ δημόσια κτήματα τὰ κείμενα ἐντὸς τῶν ὁρίων τοῦ Κράτους. [303, 1217, 550, 1268]
column-1 [34, 66, 296, 2126]
article-paragraph: — Ἀμέσως δὲ ἔγινε τὸ κέφι εἰς τὰ ὁμότιμα μέρη τοῦ χοροῦ. [40, 373, 290, 399]
article-lead: ΠΕΤΡΟΥΠΟΛΙΣ, 16 Σεπτεμβρίου (Ἐθνικὸν Πρακτορεῖον). Ὁ πρίγκηψ Γεώργιος τῆς Ἑλλάδος ἀνεχώρησεν ἐκ Πετρουπόλεως ὅπως συνεχίσῃ τὸ ταξείδιον του. Κατὰ τὸ διάστημα τῆς ἐν τῇ Ῥωσικῇ πρωτευούσῃ διαμονῆς του ἔτυχεν ἐνδιαιτέρων περιποιήσεων ἐκ μέρους τοῦ Τσάρου. [303, 406, 550, 507]
article-headline: ΚΡΗΤΗ ΚΑΙ ΚΥΠΡΟΣ [821, 189, 1068, 209]
article-paragraph: — Τὸ μακαρίτικον συνηγοροῦσε εἰς τὸν θόρυβον μὲ τὸ τροβαλλόμενον. [40, 266, 290, 292]
article-headline: ΔΥΝΑΜΙΤΙΣΤΑΙ [1137, 898, 1268, 917]
